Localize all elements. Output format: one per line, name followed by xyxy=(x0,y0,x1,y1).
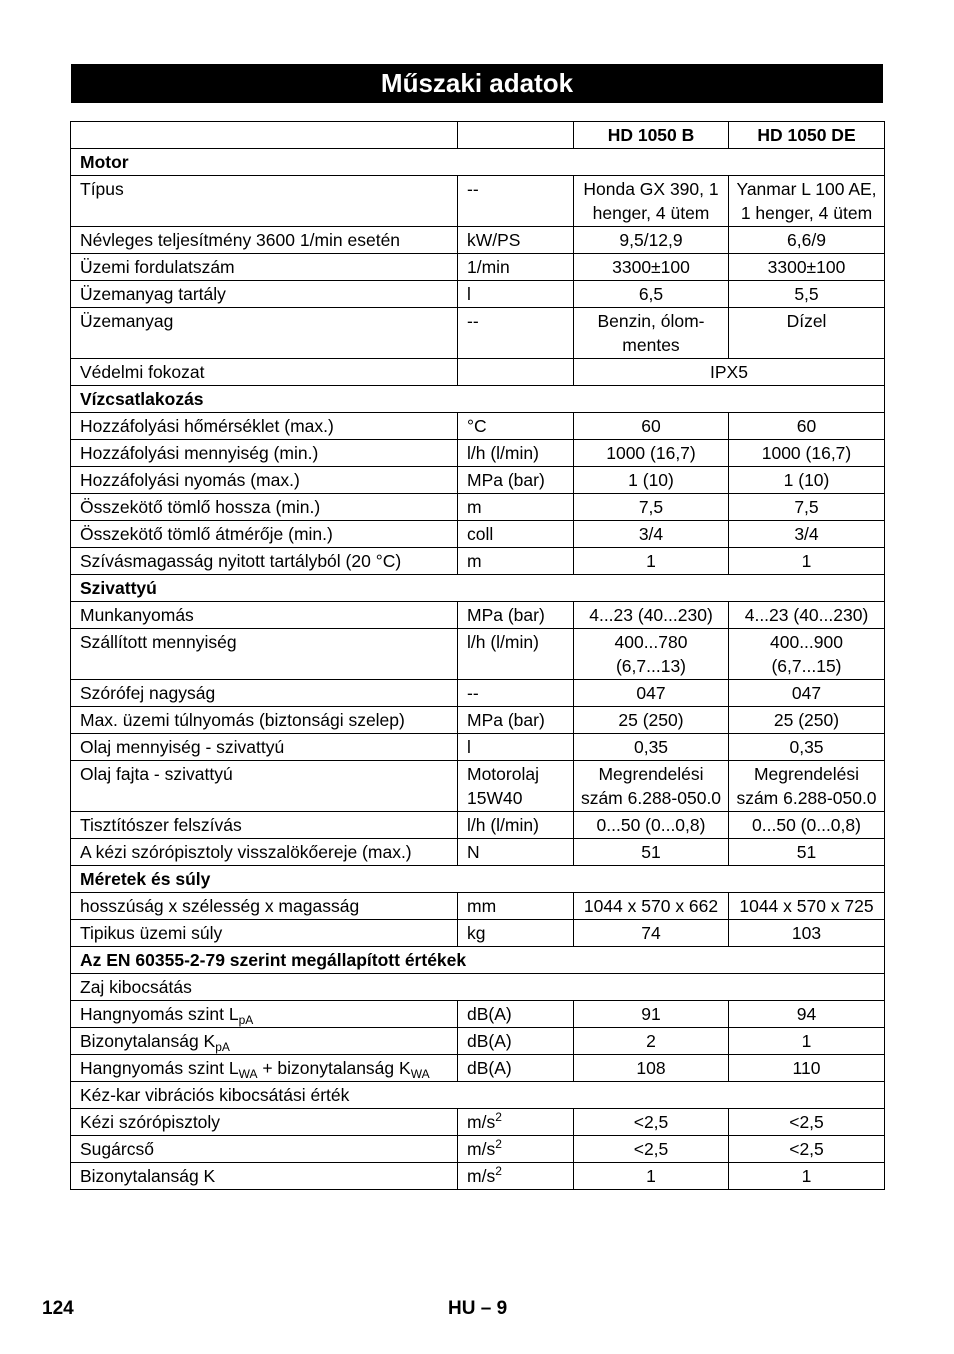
section-dimensions-weight: Méretek és súly xyxy=(71,866,885,893)
subsection-noise: Zaj kibocsátás xyxy=(71,974,885,1001)
table-row: hosszúság x szélesség x magasság mm 1044 x 570 x 662 1044 x 570 x 725 xyxy=(71,893,885,920)
table-row: Üzemi fordulatszám 1/min 3300±100 3300±100 xyxy=(71,254,885,281)
table-row: Hozzáfolyási hőmérséklet (max.) °C 60 60 xyxy=(71,413,885,440)
table-row: A kézi szórópisztoly visszalökőereje (max.) N 51 51 xyxy=(71,839,885,866)
page-number: 124 xyxy=(42,1298,74,1319)
table-row: Tisztítószer felszívás l/h (l/min) 0...50 (0...0,8) 0...50 (0...0,8) xyxy=(71,812,885,839)
table-row: Névleges teljesítmény 3600 1/min esetén kW/PS 9,5/12,9 6,6/9 xyxy=(71,227,885,254)
table-row: Szórófej nagyság -- 047 047 xyxy=(71,680,885,707)
table-row: Tipikus üzemi súly kg 74 103 xyxy=(71,920,885,947)
table-row: Bizonytalanság K $m/s^2$ 1 1 xyxy=(71,1163,885,1190)
table-row: Védelmi fokozat IPX5 xyxy=(71,359,885,386)
table-row: Kézi szórópisztoly $m/s^2$ <2,5 <2,5 xyxy=(71,1109,885,1136)
table-row: Összekötő tömlő hossza (min.) m 7,5 7,5 xyxy=(71,494,885,521)
section-en-values: Az EN 60355-2-79 szerint megállapított értékek xyxy=(71,947,885,974)
table-row: Hozzáfolyási mennyiség (min.) l/h (l/min) 1000 (16,7) 1000 (16,7) xyxy=(71,440,885,467)
subsection-vibration: Kéz-kar vibrációs kibocsátási érték xyxy=(71,1082,885,1109)
table-row: Üzemanyag -- Benzin, ólom-mentes Dízel xyxy=(71,308,885,359)
page-label: HU – 9 xyxy=(448,1298,508,1319)
section-motor: Motor xyxy=(71,149,885,176)
table-row: Összekötő tömlő átmérője (min.) coll 3/4 3/4 xyxy=(71,521,885,548)
table-row: Bizonytalanság $K_{pA}$ dB(A) 2 1 xyxy=(71,1028,885,1055)
table-row: Üzemanyag tartály l 6,5 5,5 xyxy=(71,281,885,308)
table-row: Hangnyomás szint $L_{pA}$ dB(A) 91 94 xyxy=(71,1001,885,1028)
table-row: Szállított mennyiség l/h (l/min) 400...780 (6,7...13) 400...900 (6,7...15) xyxy=(71,629,885,680)
section-pump: Szivattyú xyxy=(71,575,885,602)
table-row: Sugárcső $m/s^2$ <2,5 <2,5 xyxy=(71,1136,885,1163)
section-water-connection: Vízcsatlakozás xyxy=(71,386,885,413)
table-row: Szívásmagasság nyitott tartályból (20 °C) m 1 1 xyxy=(71,548,885,575)
table-header-row xyxy=(71,122,885,149)
page-title: Műszaki adatok xyxy=(71,64,883,103)
table-row: Hangnyomás szint $L_{WA}$ + bizonytalanság $K_{WA}$ dB(A) 108 110 xyxy=(71,1055,885,1082)
column-header-hd1050b: HD 1050 B xyxy=(574,122,729,149)
technical-data-table xyxy=(70,121,885,1190)
table-row: Max. üzemi túlnyomás (biztonsági szelep) MPa (bar) 25 (250) 25 (250) xyxy=(71,707,885,734)
table-row: Munkanyomás MPa (bar) 4...23 (40...230) 4...23 (40...230) xyxy=(71,602,885,629)
table-row: Hozzáfolyási nyomás (max.) MPa (bar) 1 (10) 1 (10) xyxy=(71,467,885,494)
table-row: Olaj mennyiség - szivattyú l 0,35 0,35 xyxy=(71,734,885,761)
table-row: Olaj fajta - szivattyú Motorolaj 15W40 Megrendelési szám 6.288-050.0 Megrendelési szám 6.288-050.0 xyxy=(71,761,885,812)
column-header-hd1050de: HD 1050 DE xyxy=(729,122,885,149)
table-row: Típus -- Honda GX 390, 1 henger, 4 ütem Yanmar L 100 AE, 1 henger, 4 ütem xyxy=(71,176,885,227)
